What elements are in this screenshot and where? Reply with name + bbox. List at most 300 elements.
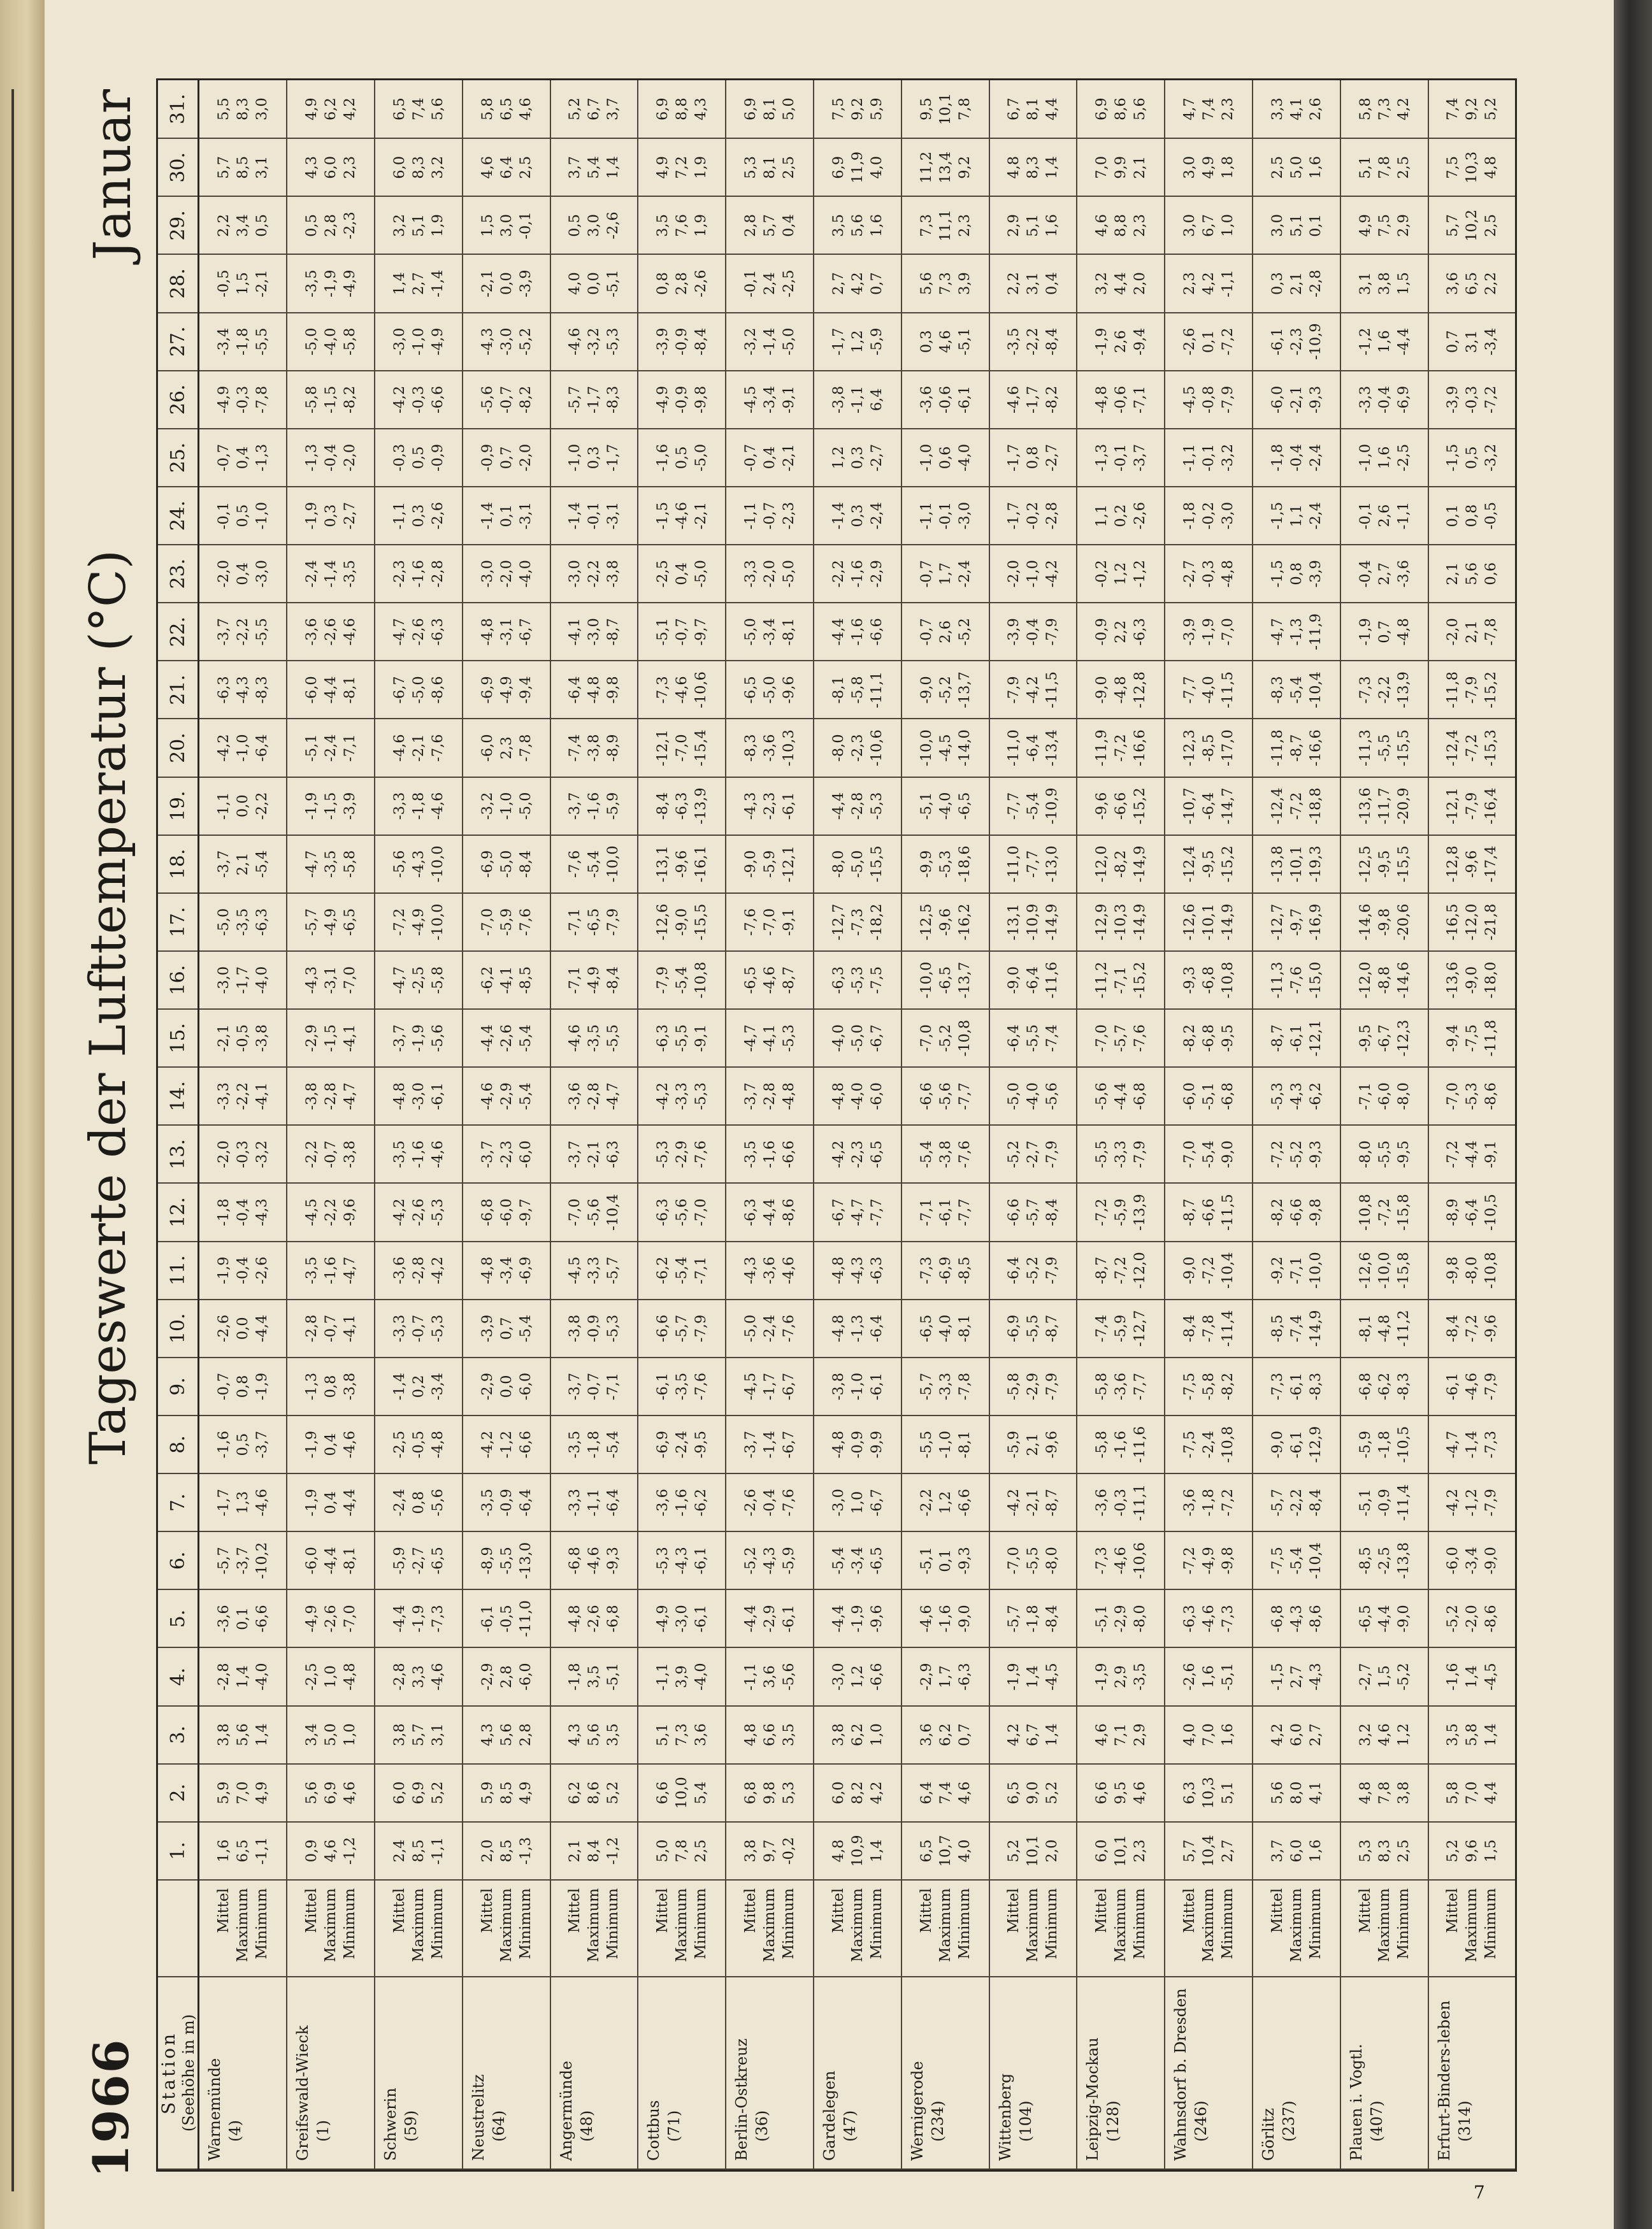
temperature-min: -2,9 <box>868 560 885 588</box>
day-column-header: 21. <box>158 661 199 719</box>
temperature-min: -6,3 <box>956 1663 973 1691</box>
temperature-max: 10,1 <box>1024 1835 1042 1867</box>
temperature-max: 2,9 <box>1112 1665 1130 1688</box>
temperature-min: 5,2 <box>1483 97 1500 121</box>
temperature-min: -6,6 <box>868 618 885 646</box>
temperature-min: -9,4 <box>1131 327 1149 355</box>
row-labels <box>638 1880 726 1977</box>
temperature-mittel: -12,0 <box>1356 961 1374 999</box>
temperature-mittel: -5,7 <box>566 385 584 414</box>
day-value-cell <box>287 1822 375 1880</box>
temperature-max: -5,0 <box>849 1024 866 1052</box>
temperature-mittel: 5,2 <box>1444 1839 1462 1863</box>
temperature-max: -2,9 <box>761 1605 779 1633</box>
temperature-max: 0,5 <box>1463 446 1481 469</box>
temperature-max: -1,9 <box>410 1024 427 1052</box>
temperature-mittel: -8,9 <box>478 1547 496 1575</box>
day-value-cell <box>287 429 375 487</box>
day-value-cell <box>1340 835 1428 893</box>
temperature-max: -4,0 <box>937 1314 954 1343</box>
temperature-min: -4,8 <box>429 1430 446 1459</box>
day-column-header: 28. <box>158 255 199 313</box>
day-value-cell <box>901 1416 989 1473</box>
station-cell <box>1428 1977 1515 2169</box>
day-value-cell <box>375 1242 463 1300</box>
temperature-mittel: -4,8 <box>830 1314 847 1343</box>
temperature-max: 3,9 <box>673 1665 691 1688</box>
temperature-min: -10,6 <box>693 671 710 708</box>
day-value-cell <box>550 1473 638 1531</box>
row-labels <box>1165 1880 1253 1977</box>
day-value-cell <box>1165 429 1253 487</box>
temperature-max: -5,3 <box>937 850 954 878</box>
temperature-max: -5,5 <box>673 1024 691 1052</box>
temperature-max: -4,6 <box>1200 1605 1217 1633</box>
day-value-cell <box>1165 487 1253 545</box>
temperature-mittel: -7,0 <box>1093 1024 1110 1052</box>
row-label: Maximum <box>498 1888 515 1963</box>
temperature-max: 6,2 <box>849 1723 866 1747</box>
temperature-min: -6,5 <box>868 1547 885 1575</box>
temperature-mittel: 5,6 <box>303 1781 320 1805</box>
day-value-cell <box>726 1531 814 1589</box>
day-value-cell <box>1253 1473 1340 1531</box>
temperature-mittel: -5,8 <box>1093 1372 1110 1401</box>
day-value-cell <box>1428 1706 1515 1764</box>
temperature-max: -6,1 <box>1288 1372 1305 1401</box>
temperature-max: 0,8 <box>410 1491 427 1514</box>
temperature-mittel: -4,5 <box>742 1372 759 1401</box>
temperature-mittel: 4,8 <box>1005 155 1023 179</box>
temperature-min: -9,8 <box>693 385 710 414</box>
temperature-max: 0,3 <box>322 504 339 527</box>
station-cell <box>287 1977 375 2169</box>
temperature-mittel: 7,3 <box>917 214 935 237</box>
temperature-min: -4,1 <box>341 1024 358 1052</box>
temperature-mittel: -0,2 <box>1093 560 1110 588</box>
day-value-cell <box>1077 1706 1165 1764</box>
temperature-min: -6,0 <box>517 1663 534 1691</box>
temperature-max: -0,1 <box>1200 443 1217 472</box>
day-value-cell <box>287 80 375 138</box>
temperature-max: -1,8 <box>410 792 427 820</box>
day-value-cell <box>375 1125 463 1183</box>
temperature-mittel: -3,7 <box>566 1140 584 1168</box>
temperature-max: -4,0 <box>1200 676 1217 704</box>
temperature-max: -2,5 <box>410 966 427 994</box>
day-value-cell <box>726 1300 814 1358</box>
temperature-min: 1,6 <box>1044 214 1061 237</box>
temperature-max: -9,5 <box>1375 850 1393 878</box>
temperature-min: -6,3 <box>254 908 271 936</box>
temperature-max: -6,4 <box>1463 1198 1481 1226</box>
day-value-cell <box>550 661 638 719</box>
temperature-min: -6,7 <box>780 1430 798 1459</box>
temperature-min: -10,8 <box>956 1019 973 1057</box>
temperature-min: -5,5 <box>254 618 271 646</box>
day-value-cell <box>1165 138 1253 196</box>
temperature-max: 0,7 <box>1375 620 1393 643</box>
day-value-cell <box>375 1706 463 1764</box>
temperature-mittel: -4,7 <box>1268 618 1286 646</box>
row-label: Maximum <box>1112 1888 1130 1963</box>
temperature-mittel: -6,7 <box>391 676 408 704</box>
temperature-max: 1,7 <box>937 562 954 585</box>
temperature-max: -9,8 <box>1375 908 1393 936</box>
temperature-max: 5,4 <box>585 155 603 179</box>
station-label: Station <box>158 2031 179 2115</box>
temperature-max: -5,3 <box>1463 1082 1481 1110</box>
station-name: Erfurt-Binders-leben <box>1435 2000 1453 2161</box>
temperature-mittel: 6,5 <box>917 1839 935 1863</box>
day-value-cell <box>1340 1242 1428 1300</box>
temperature-max: 1,6 <box>1375 330 1393 354</box>
row-labels <box>901 1880 989 1977</box>
day-value-cell <box>1077 371 1165 429</box>
day-value-cell <box>550 313 638 371</box>
temperature-max: -5,7 <box>1024 1198 1042 1226</box>
temperature-mittel: -4,7 <box>391 966 408 994</box>
day-value-cell <box>1340 603 1428 661</box>
day-value-cell <box>1428 951 1515 1009</box>
day-value-cell <box>1340 1822 1428 1880</box>
temperature-mittel: -6,8 <box>478 1198 496 1226</box>
temperature-mittel: -0,1 <box>1356 501 1374 530</box>
temperature-min: 1,4 <box>605 155 622 179</box>
day-value-cell <box>550 429 638 487</box>
temperature-max: 8,5 <box>234 155 252 179</box>
temperature-mittel: -11,2 <box>1093 961 1110 999</box>
temperature-mittel: -4,5 <box>566 1256 584 1284</box>
temperature-max: 0,4 <box>234 446 252 469</box>
station-name: Görlitz <box>1260 2108 1277 2161</box>
row-labels <box>1253 1880 1340 1977</box>
temperature-min: -5,1 <box>1219 1663 1237 1691</box>
day-value-cell <box>1428 1300 1515 1358</box>
temperature-max: -6,6 <box>1288 1198 1305 1226</box>
day-value-cell <box>989 1416 1077 1473</box>
temperature-max: 0,4 <box>673 562 691 585</box>
temperature-max: 10,0 <box>673 1777 691 1809</box>
day-value-cell <box>1253 1067 1340 1125</box>
day-value-cell <box>375 255 463 313</box>
temperature-min: -7,4 <box>1044 1024 1061 1052</box>
temperature-max: -0,1 <box>1112 443 1130 472</box>
day-value-cell <box>1253 1184 1340 1242</box>
temperature-max: -5,4 <box>1288 676 1305 704</box>
temperature-mittel: 4,8 <box>742 1723 759 1747</box>
temperature-mittel: -7,1 <box>1356 1082 1374 1110</box>
day-value-cell <box>1428 1416 1515 1473</box>
temperature-max: -1,5 <box>322 792 339 820</box>
temperature-mittel: -2,1 <box>478 269 496 297</box>
day-value-cell <box>199 1822 287 1880</box>
temperature-mittel: -2,6 <box>1181 1663 1198 1691</box>
temperature-min: -4,7 <box>341 1256 358 1284</box>
temperature-max: -0,3 <box>410 385 427 414</box>
day-value-cell <box>463 1822 550 1880</box>
temperature-mittel: -8,7 <box>1268 1024 1286 1052</box>
row-label: Maximum <box>1288 1888 1305 1963</box>
day-value-cell <box>287 1648 375 1706</box>
temperature-max: -4,3 <box>849 1256 866 1284</box>
day-value-cell <box>550 1416 638 1473</box>
temperature-min: 5,6 <box>429 97 446 121</box>
temperature-max: -3,6 <box>1112 1372 1130 1401</box>
day-value-cell <box>1340 1125 1428 1183</box>
temperature-mittel: -12,7 <box>830 903 847 941</box>
day-value-cell <box>901 1473 989 1531</box>
temperature-mittel: 2,1 <box>1444 562 1462 585</box>
temperature-max: -10,1 <box>1288 845 1305 883</box>
temperature-max: -7,4 <box>1288 1314 1305 1343</box>
temperature-min: 2,3 <box>1131 1839 1149 1863</box>
temperature-max: 6,6 <box>761 1723 779 1747</box>
temperature-max: -4,1 <box>498 966 515 994</box>
day-value-cell <box>901 80 989 138</box>
row-label: Mittel <box>1181 1888 1198 1933</box>
day-value-cell <box>550 1358 638 1416</box>
temperature-mittel: -4,8 <box>478 618 496 646</box>
day-value-cell <box>463 487 550 545</box>
temperature-min: -3,5 <box>341 560 358 588</box>
day-value-cell <box>550 777 638 835</box>
temperature-mittel: -9,3 <box>1181 966 1198 994</box>
temperature-mittel: -6,9 <box>478 850 496 878</box>
day-value-cell <box>1428 1822 1515 1880</box>
temperature-mittel: -6,5 <box>742 966 759 994</box>
row-label: Maximum <box>1024 1888 1042 1963</box>
temperature-mittel: -6,4 <box>1005 1256 1023 1284</box>
temperature-max: -3,5 <box>585 1024 603 1052</box>
temperature-max: 8,2 <box>849 1781 866 1805</box>
station-height: (48) <box>577 2110 596 2142</box>
day-value-cell <box>1077 893 1165 951</box>
temperature-mittel: -5,4 <box>830 1547 847 1575</box>
station-name: Berlin-Ostkreuz <box>733 2038 751 2161</box>
temperature-mittel: -12,0 <box>1093 845 1110 883</box>
temperature-max: -0,3 <box>1200 560 1217 588</box>
temperature-max: -8,5 <box>1200 734 1217 762</box>
temperature-mittel: -7,4 <box>1093 1314 1110 1343</box>
temperature-mittel: -2,4 <box>303 560 320 588</box>
temperature-min: -4,8 <box>1395 618 1412 646</box>
temperature-mittel: -11,8 <box>1444 671 1462 708</box>
temperature-max: -1,5 <box>322 1024 339 1052</box>
temperature-mittel: -5,1 <box>1356 1489 1374 1517</box>
temperature-max: -2,8 <box>849 792 866 820</box>
temperature-mittel: -8,5 <box>1356 1547 1374 1575</box>
temperature-mittel: -1,0 <box>917 443 935 472</box>
day-value-cell <box>1253 1358 1340 1416</box>
temperature-max: 7,0 <box>1463 1781 1481 1805</box>
day-value-cell <box>1165 1067 1253 1125</box>
temperature-min: -14,9 <box>1307 1310 1324 1347</box>
day-value-cell <box>1165 1706 1253 1764</box>
temperature-max: -6,1 <box>937 1198 954 1226</box>
temperature-min: -13,7 <box>956 961 973 999</box>
temperature-max: -5,6 <box>673 1198 691 1226</box>
temperature-mittel: 1,4 <box>391 272 408 295</box>
day-column-header: 7. <box>158 1473 199 1531</box>
temperature-min: -18,2 <box>868 903 885 941</box>
day-value-cell <box>1077 1416 1165 1473</box>
day-value-cell <box>550 1764 638 1822</box>
temperature-mittel: -2,7 <box>1181 560 1198 588</box>
temperature-mittel: 5,1 <box>1356 155 1374 179</box>
day-value-cell <box>901 1531 989 1589</box>
temperature-mittel: -6,9 <box>654 1430 672 1459</box>
temperature-min: -5,5 <box>254 327 271 355</box>
temperature-mittel: -6,8 <box>1356 1372 1374 1401</box>
day-value-cell <box>1077 1242 1165 1300</box>
temperature-min: -5,3 <box>605 327 622 355</box>
temperature-max: -1,3 <box>1288 618 1305 646</box>
station-column-header <box>158 1977 199 2169</box>
day-value-cell <box>287 255 375 313</box>
temperature-max: 6,2 <box>322 97 339 121</box>
temperature-mittel: -4,5 <box>303 1198 320 1226</box>
day-value-cell <box>1428 545 1515 603</box>
day-value-cell <box>901 255 989 313</box>
temperature-min: -4,0 <box>693 1663 710 1691</box>
day-value-cell <box>550 196 638 254</box>
temperature-min: -17,4 <box>1483 845 1500 883</box>
day-column-header: 25. <box>158 429 199 487</box>
day-value-cell <box>287 1764 375 1822</box>
temperature-mittel: -6,6 <box>917 1082 935 1110</box>
temperature-min: 4,6 <box>341 1781 358 1805</box>
temperature-mittel: -5,0 <box>1005 1082 1023 1110</box>
temperature-min: -18,6 <box>956 845 973 883</box>
temperature-max: -3,0 <box>498 327 515 355</box>
temperature-max: 0,8 <box>1288 562 1305 585</box>
temperature-mittel: -1,1 <box>742 1663 759 1691</box>
temperature-max: -5,9 <box>1112 1314 1130 1343</box>
temperature-max: -7,9 <box>1463 792 1481 820</box>
day-value-cell <box>989 1764 1077 1822</box>
station-name: Greifswald-Wieck <box>294 2025 312 2161</box>
temperature-min: 4,2 <box>1395 97 1412 121</box>
day-column-header: 15. <box>158 1009 199 1067</box>
temperature-mittel: 6,6 <box>1093 1781 1110 1805</box>
temperature-min: 1,6 <box>1307 155 1324 179</box>
temperature-max: 5,6 <box>849 214 866 237</box>
temperature-mittel: -14,6 <box>1356 903 1374 941</box>
temperature-max: -4,3 <box>1288 1605 1305 1633</box>
day-value-cell <box>1253 1764 1340 1822</box>
day-value-cell <box>375 893 463 951</box>
temperature-max: 0,1 <box>498 504 515 527</box>
temperature-mittel: 3,2 <box>1093 272 1110 295</box>
temperature-max: -6,4 <box>1200 792 1217 820</box>
day-value-cell <box>814 777 901 835</box>
temperature-max: -1,6 <box>849 560 866 588</box>
temperature-min: 3,1 <box>429 1723 446 1747</box>
temperature-min: -8,1 <box>341 676 358 704</box>
temperature-max: -7,2 <box>1112 734 1130 762</box>
temperature-max: -1,9 <box>410 1605 427 1633</box>
temperature-mittel: -4,6 <box>391 734 408 762</box>
day-value-cell <box>901 719 989 777</box>
temperature-mittel: -7,2 <box>391 908 408 936</box>
day-column-header: 13. <box>158 1125 199 1183</box>
temperature-min: -9,3 <box>956 1547 973 1575</box>
temperature-mittel: 5,8 <box>1444 1781 1462 1805</box>
temperature-max: 5,6 <box>234 1723 252 1747</box>
temperature-min: -4,2 <box>1044 560 1061 588</box>
day-value-cell <box>1428 1125 1515 1183</box>
temperature-mittel: -2,4 <box>391 1489 408 1517</box>
temperature-mittel: -6,0 <box>303 676 320 704</box>
temperature-max: -4,8 <box>1375 1314 1393 1343</box>
temperature-max: 1,1 <box>1288 504 1305 527</box>
day-value-cell <box>375 1067 463 1125</box>
station-height: (237) <box>1280 2100 1298 2142</box>
day-value-cell <box>814 835 901 893</box>
temperature-max: 7,4 <box>410 97 427 121</box>
station-height: (246) <box>1192 2100 1210 2142</box>
day-value-cell <box>1340 719 1428 777</box>
temperature-min: 2,9 <box>1131 1723 1149 1747</box>
temperature-min: 3,0 <box>254 97 271 121</box>
day-value-cell <box>726 1242 814 1300</box>
temperature-mittel: 6,9 <box>742 97 759 121</box>
station-height: (47) <box>840 2110 859 2142</box>
temperature-max: 6,5 <box>1463 272 1481 295</box>
day-value-cell <box>814 1300 901 1358</box>
temperature-mittel: 3,1 <box>1356 272 1374 295</box>
temperature-max: -7,2 <box>1112 1256 1130 1284</box>
temperature-mittel: -12,5 <box>1356 845 1374 883</box>
day-value-cell <box>1428 313 1515 371</box>
day-value-cell <box>901 371 989 429</box>
day-value-cell <box>1428 138 1515 196</box>
day-value-cell <box>726 80 814 138</box>
temperature-min: -9,8 <box>1219 1547 1237 1575</box>
station-cell <box>901 1977 989 2169</box>
temperature-max: 8,1 <box>761 97 779 121</box>
temperature-max: -4,3 <box>234 676 252 704</box>
temperature-min: -16,4 <box>1483 787 1500 825</box>
temperature-mittel: 2,3 <box>1181 272 1198 295</box>
temperature-mittel: -9,2 <box>1268 1256 1286 1284</box>
temperature-mittel: -5,7 <box>303 908 320 936</box>
temperature-max: 0,5 <box>410 446 427 469</box>
day-value-cell <box>1253 1009 1340 1067</box>
day-value-cell <box>901 777 989 835</box>
page-year: 1966 <box>83 2038 140 2178</box>
temperature-mittel: -1,7 <box>215 1489 233 1517</box>
temperature-max: -3,0 <box>585 618 603 646</box>
temperature-mittel: 4,3 <box>478 1723 496 1747</box>
station-name: Wahnsdorf b. Dresden <box>1172 1988 1190 2161</box>
day-value-cell <box>1253 777 1340 835</box>
temperature-min: -8,0 <box>1395 1082 1412 1110</box>
temperature-max: 2,1 <box>1463 620 1481 643</box>
temperature-mittel: -1,0 <box>566 443 584 472</box>
row-labels <box>199 1880 287 1977</box>
temperature-mittel: -0,7 <box>215 1372 233 1401</box>
temperature-min: -7,9 <box>1044 1256 1061 1284</box>
temperature-min: -6,5 <box>868 1140 885 1168</box>
day-value-cell <box>375 1822 463 1880</box>
temperature-max: -4,1 <box>761 1024 779 1052</box>
temperature-min: 0,5 <box>254 214 271 237</box>
temperature-min: -9,3 <box>1307 385 1324 414</box>
temperature-mittel: -7,3 <box>654 676 672 704</box>
day-value-cell <box>463 1706 550 1764</box>
